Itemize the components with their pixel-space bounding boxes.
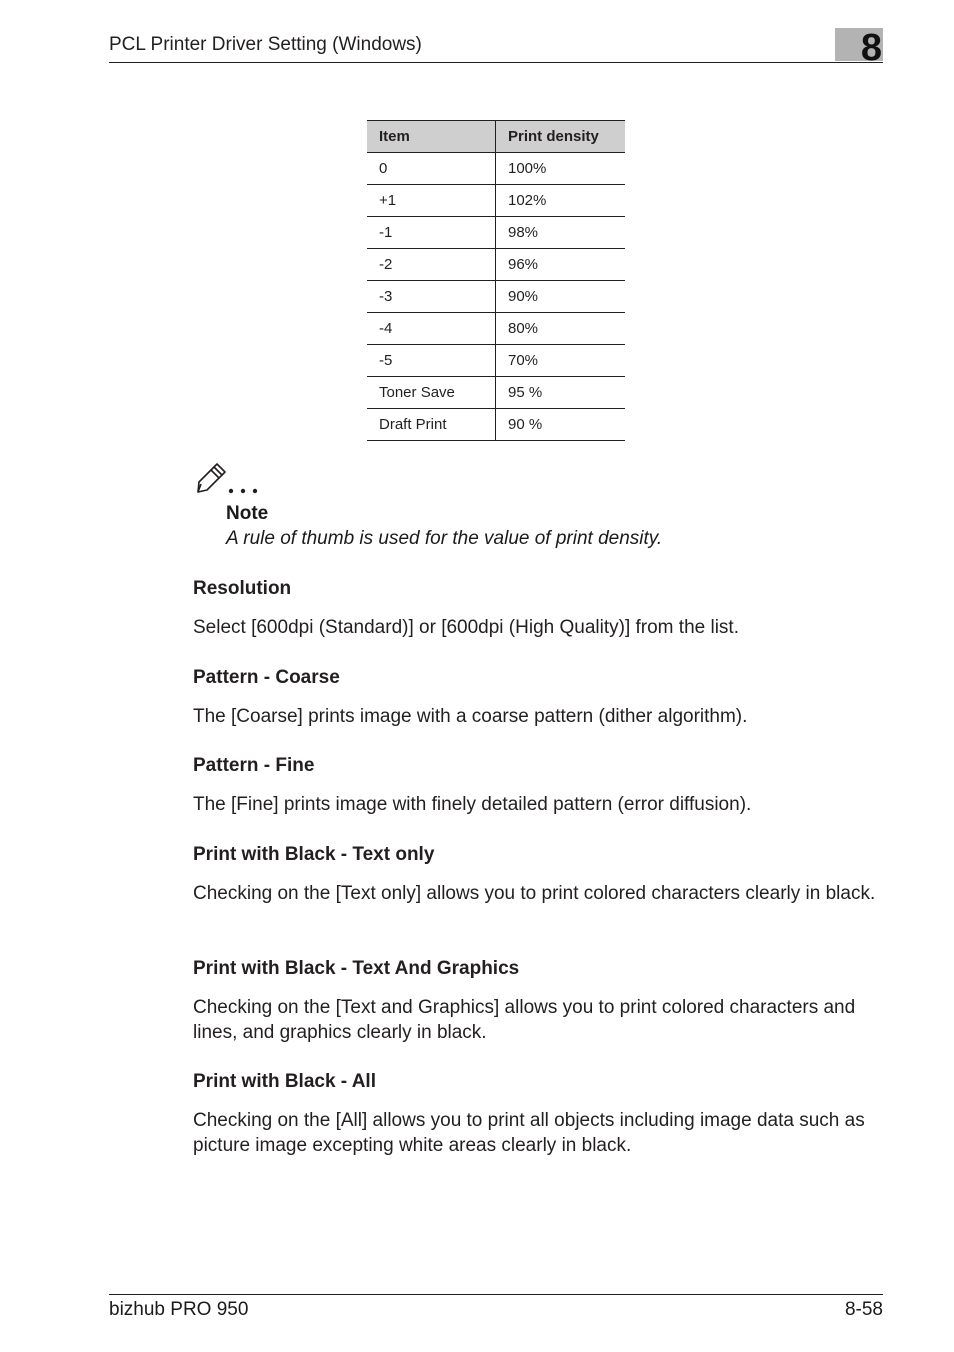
table-cell-item: -3 (367, 281, 496, 313)
section-heading: Print with Black - All (193, 1071, 376, 1092)
page-header-title: PCL Printer Driver Setting (Windows) (109, 34, 422, 55)
chapter-number: 8 (860, 27, 882, 69)
table-row (367, 281, 625, 313)
section-body: The [Fine] prints image with finely detailed pattern (error diffusion). (193, 794, 752, 815)
table-cell-density: 102% (496, 185, 626, 217)
table-row (367, 409, 625, 441)
section-print-black-text-only (193, 843, 883, 906)
table-cell-item: -5 (367, 345, 496, 377)
table-row (367, 313, 625, 345)
section-print-black-text-graphics (193, 957, 883, 1045)
table-cell-density: 98% (496, 217, 626, 249)
table-cell-item: 0 (367, 153, 496, 185)
table-cell-density: 90% (496, 281, 626, 313)
section-body: Checking on the [All] allows you to print all objects including image data such as picture image excepting white areas clearly in black. (193, 1110, 865, 1156)
note-label: Note (226, 503, 269, 524)
section-body: Select [600dpi (Standard)] or [600dpi (High Quality)] from the list. (193, 617, 739, 638)
section-pattern-fine (193, 754, 883, 817)
table-cell-density: 100% (496, 153, 626, 185)
section-heading: Print with Black - Text only (193, 844, 435, 865)
table-row (367, 249, 625, 281)
table-row (367, 377, 625, 409)
table-cell-item: +1 (367, 185, 496, 217)
section-heading: Resolution (193, 578, 292, 599)
section-body: The [Coarse] prints image with a coarse pattern (dither algorithm). (193, 706, 748, 727)
section-resolution (193, 577, 883, 640)
column-header-item: Item (367, 121, 496, 153)
section-print-black-all (193, 1070, 883, 1158)
column-header-print-density: Print density (496, 121, 626, 153)
table-row (367, 185, 625, 217)
table-cell-density: 70% (496, 345, 626, 377)
table-row (367, 217, 625, 249)
table-row (367, 153, 625, 185)
table-cell-density: 90 % (496, 409, 626, 441)
note-text: A rule of thumb is used for the value of print density. (226, 528, 663, 549)
table-header-row (367, 121, 625, 153)
section-pattern-coarse (193, 666, 883, 729)
section-heading: Pattern - Fine (193, 755, 315, 776)
table-cell-item: -1 (367, 217, 496, 249)
table-cell-item: -2 (367, 249, 496, 281)
chapter-tab (835, 27, 883, 69)
table-cell-density: 96% (496, 249, 626, 281)
table-row (367, 345, 625, 377)
print-density-table (367, 120, 625, 441)
footer-page-number: 8-58 (844, 1299, 883, 1320)
section-heading: Pattern - Coarse (193, 667, 340, 688)
footer-product-name: bizhub PRO 950 (109, 1299, 249, 1320)
table-cell-item: -4 (367, 313, 496, 345)
page-header (109, 27, 883, 69)
section-body: Checking on the [Text only] allows you to print colored characters clearly in black. (193, 883, 876, 904)
section-heading: Print with Black - Text And Graphics (193, 958, 520, 979)
page-footer (109, 1294, 883, 1325)
table-cell-density: 80% (496, 313, 626, 345)
pencil-note-icon (196, 458, 266, 498)
table-cell-item: Toner Save (367, 377, 496, 409)
table-cell-density: 95 % (496, 377, 626, 409)
section-body: Checking on the [Text and Graphics] allows you to print colored characters and lines, and graphics clearly in black. (193, 997, 856, 1043)
table-cell-item: Draft Print (367, 409, 496, 441)
